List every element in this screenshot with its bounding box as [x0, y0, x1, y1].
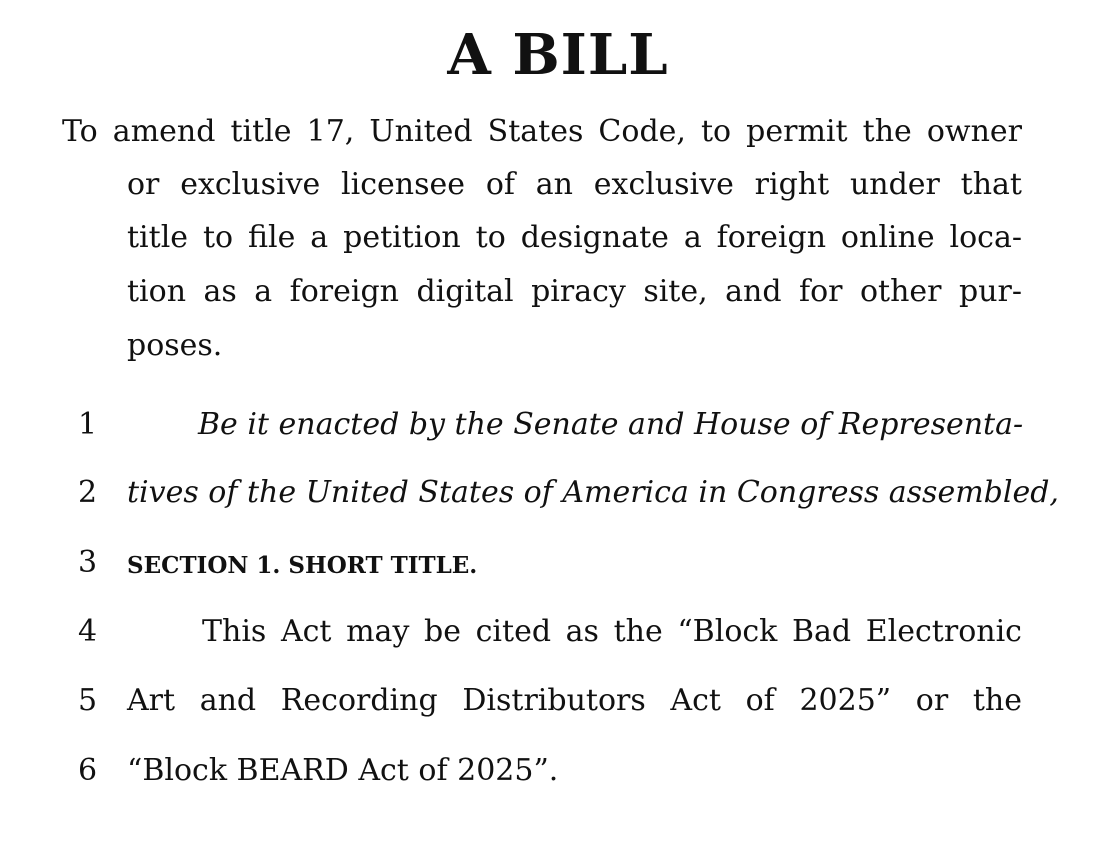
line-number: 1	[78, 407, 98, 442]
line-number: 4	[78, 614, 98, 649]
enacting-line: tives of the United States of America in Congress assembled,	[127, 475, 1059, 510]
section-text-line: This Act may be cited as the “Block Bad Electronic	[202, 614, 1022, 649]
purpose-line: poses.	[127, 328, 223, 363]
purpose-line: title to file a petition to designate a foreign online loca-	[127, 220, 1022, 255]
purpose-line: or exclusive licensee of an exclusive right under that	[127, 167, 1022, 202]
purpose-line: To amend title 17, United States Code, to permit the owner	[62, 114, 1022, 149]
section-text-line: “Block BEARD Act of 2025”.	[127, 753, 559, 788]
line-number: 3	[78, 545, 98, 580]
line-number: 6	[78, 753, 98, 788]
section-text-line: Art and Recording Distributors Act of 2025” or the	[127, 683, 1022, 718]
line-number: 2	[78, 475, 98, 510]
line-number: 5	[78, 683, 98, 718]
enacting-line: Be it enacted by the Senate and House of Representa-	[198, 407, 1024, 442]
section-heading: SECTION 1. SHORT TITLE.	[127, 552, 478, 579]
purpose-line: tion as a foreign digital piracy site, and for other pur-	[127, 274, 1022, 309]
bill-heading: A BILL	[447, 22, 669, 88]
